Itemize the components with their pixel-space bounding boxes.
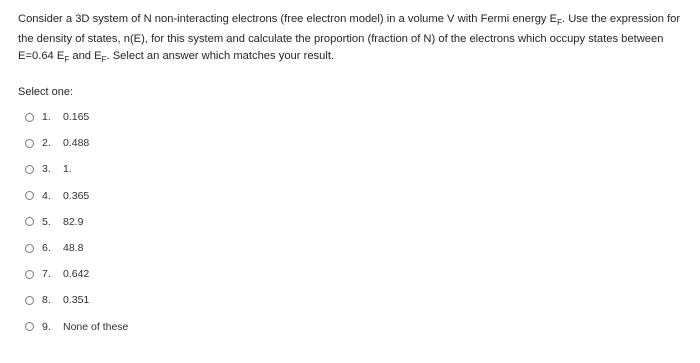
radio-icon[interactable] — [25, 165, 34, 174]
option-number: 4. — [42, 189, 51, 202]
question-part-2: . Use the expression for the density of states, n(E), for this system and calculate the proportion (fraction of N) of the electrons which occupy states between E=0.64 E — [18, 13, 681, 63]
radio-icon[interactable] — [25, 217, 34, 226]
option-label: 0.488 — [63, 137, 90, 150]
option-7[interactable] — [25, 261, 128, 287]
option-number: 2. — [42, 137, 51, 150]
question-part-3: and E — [69, 50, 102, 63]
option-label: 0.365 — [63, 189, 90, 202]
option-number: 8. — [42, 294, 51, 307]
fermi-subscript: F — [101, 55, 107, 65]
option-4[interactable] — [25, 183, 128, 209]
option-number: 5. — [42, 215, 51, 228]
question-part-4: . Select an answer which matches your result. — [106, 50, 335, 63]
option-label: None of these — [63, 320, 129, 333]
option-8[interactable] — [25, 287, 128, 313]
option-1[interactable] — [25, 104, 128, 130]
question-text — [18, 11, 683, 68]
option-2[interactable] — [25, 130, 128, 156]
option-number: 1. — [42, 111, 51, 124]
radio-icon[interactable] — [25, 139, 34, 148]
fermi-subscript: F — [64, 55, 70, 65]
option-number: 9. — [42, 320, 51, 333]
option-label: 0.642 — [63, 268, 90, 281]
answer-options — [25, 104, 128, 340]
option-9[interactable] — [25, 314, 128, 340]
radio-icon[interactable] — [25, 191, 34, 200]
option-6[interactable] — [25, 235, 128, 261]
option-number: 7. — [42, 268, 51, 281]
option-label: 0.165 — [63, 111, 90, 124]
radio-icon[interactable] — [25, 296, 34, 305]
option-5[interactable] — [25, 209, 128, 235]
radio-icon[interactable] — [25, 322, 34, 331]
option-label: 48.8 — [63, 242, 84, 255]
option-3[interactable] — [25, 156, 128, 182]
option-label: 0.351 — [63, 294, 90, 307]
select-one-label: Select one: — [18, 86, 74, 98]
fermi-subscript: F — [557, 18, 562, 28]
question-part-1: Consider a 3D system of N non-interacting electrons (free electron model) in a volume V with Fermi energy E — [18, 13, 558, 25]
option-number: 6. — [42, 242, 51, 255]
option-number: 3. — [42, 163, 51, 176]
radio-icon[interactable] — [25, 244, 34, 253]
option-label: 1. — [63, 163, 72, 176]
radio-icon[interactable] — [25, 113, 34, 122]
radio-icon[interactable] — [25, 270, 34, 279]
option-label: 82.9 — [63, 215, 84, 228]
